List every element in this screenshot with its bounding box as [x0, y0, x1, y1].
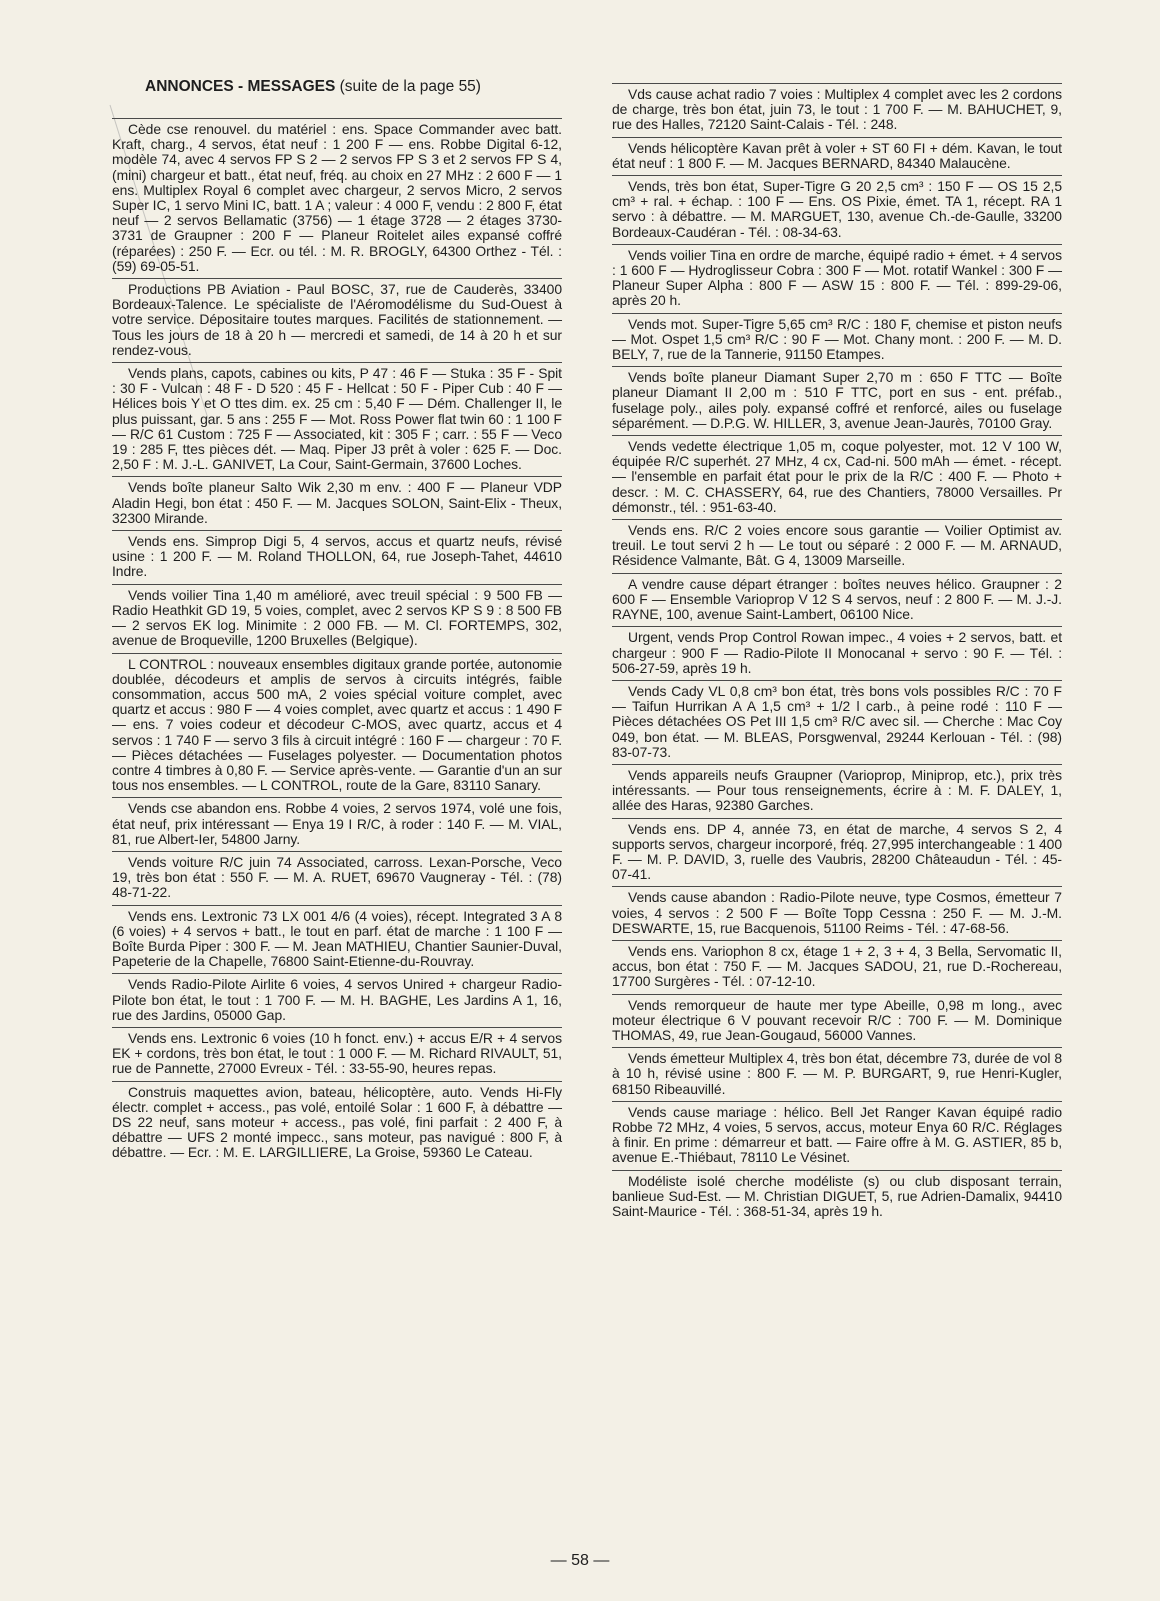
- page-header: [145, 78, 605, 96]
- ad-left-9: Vends voiture R/C juin 74 Associated, carross. Lexan-Porsche, Veco 19, très bon état : 550 F. — M. A. RUET, 69670 Vaugneray - Tél. : (78) 48-71-22.: [112, 851, 562, 905]
- header-title: ANNONCES - MESSAGES: [145, 78, 336, 95]
- ad-right-3: Vends, très bon état, Super-Tigre G 20 2,5 cm³ : 150 F — OS 15 2,5 cm³ + ral. + échap. : 100 F — Ens. OS Pixie, émet. TA 1, récept. RA 1 servo : à débattre. — M. MARGUET, 130, avenue Ch.-de-Gaulle, 33200 Bordeaux-Caudéran - Tél. : 08-34-63.: [612, 175, 1062, 244]
- ad-right-5: Vends mot. Super-Tigre 5,65 cm³ R/C : 180 F, chemise et piston neufs — Mot. Ospet 1,5 cm³ R/C : 90 F — Mot. Chany mont. : 200 F. — M. D. BELY, 7, rue de la Tannerie, 91150 Etampes.: [612, 313, 1062, 367]
- ad-left-4: Vends boîte planeur Salto Wik 2,30 m env. : 400 F — Planeur VDP Aladin Hegi, bon état : 450 F. — M. Jacques SOLON, Saint-Elix - Theux, 32300 Mirande.: [112, 476, 562, 530]
- ad-right-13: Vends ens. DP 4, année 73, en état de marche, 4 servos S 2, 4 supports servos, chargeur incorporé, fréq. 27,995 interchangeable : 1 400 F. — M. P. DAVID, 3, ruelle des Vaubris, 28200 Châteaudun - Tél. : 45-07-41.: [612, 818, 1062, 887]
- ad-right-14: Vends cause abandon : Radio-Pilote neuve, type Cosmos, émetteur 7 voies, 4 servos : 2 500 F — Boîte Topp Cessna : 250 F. — M. J.-M. DESWARTE, 15, rue Bacquenois, 51100 Reims - Tél. : 47-68-56.: [612, 886, 1062, 940]
- ad-left-8: Vends cse abandon ens. Robbe 4 voies, 2 servos 1974, volé une fois, état neuf, prix intéressant — Enya 19 I R/C, à roder : 140 F. — M. VIAL, 81, rue Albert-Ier, 54800 Jarny.: [112, 797, 562, 851]
- ad-right-16: Vends remorqueur de haute mer type Abeille, 0,98 m long., avec moteur électrique 6 V pouvant recevoir R/C : 700 F. — M. Dominique THOMAS, 49, rue Jean-Gougaud, 56000 Vannes.: [612, 994, 1062, 1048]
- ad-right-12: Vends appareils neufs Graupner (Varioprop, Miniprop, etc.), prix très intéressants. — Pour tous renseignements, écrire à : M. F. DALEY, 1, allée des Haras, 92380 Garches.: [612, 764, 1062, 818]
- page-number: — 58 —: [550, 1552, 610, 1569]
- ad-right-17: Vends émetteur Multiplex 4, très bon état, décembre 73, durée de vol 8 à 10 h, révisé usine : 800 F. — M. P. BURGART, 9, rue Henri-Kugler, 68150 Ribeauvillé.: [612, 1047, 1062, 1101]
- ad-left-1: Cède cse renouvel. du matériel : ens. Space Commander avec batt. Kraft, charg., 4 servos, état neuf : 1 200 F — ens. Robbe Digital 6-12, modèle 74, avec 4 servos FP S 2 — 2 servos FP S 3 et 2 servos FP S 4, (mini) chargeur et batt., état neuf, fréq. au choix en 27 MHz : 2 600 F — 1 ens. Multiplex Royal 6 complet avec chargeur, 2 servos Micro, 2 servos Super IC, 1 servo Mini IC, batt. 1 A ; valeur : 4 000 F, vendu : 2 800 F, état neuf — 2 servos Bellamatic (3756) — 1 étage 3728 — 2 étages 3730-3731 de Graupner : 200 F — Planeur Roitelet ailes expansé coffré (réparées) : 250 F. — Ecr. ou tél. : M. R. BROGLY, 64300 Orthez - Tél. : (59) 69-05-51.: [112, 118, 562, 278]
- ad-left-10: Vends ens. Lextronic 73 LX 001 4/6 (4 voies), récept. Integrated 3 A 8 (6 voies) + 4 servos + batt., le tout en parf. état de marche : 1 100 F — Boîte Burda Piper : 300 F. — M. Jean MATHIEU, Chantier Saunier-Duval, Papeterie de la Chapelle, 76800 Saint-Etienne-du-Rouvray.: [112, 905, 562, 974]
- ad-left-3: Vends plans, capots, cabines ou kits, P 47 : 46 F — Stuka : 35 F - Spit : 30 F - Vulcan : 48 F - D 520 : 45 F - Hellcat : 50 F - Piper Cub : 40 F — Hélices bois Y et O ttes dim. ex. 25 cm : 5,40 F — Dém. Challenger II, le plus puissant, gar. 5 ans : 255 F — Mot. Ross Power flat twin 60 : 1 100 F — R/C 61 Custom : 725 F — Associated, kit : 305 F ; carr. : 55 F — Veco 19 : 285 F, ttes pièces dét. — Maq. Piper J3 prêt à voler : 625 F. — Doc. 2,50 F : M. J.-L. GANIVET, La Cour, Saint-Germain, 37600 Loches.: [112, 362, 562, 476]
- header-continuation: (suite de la page 55): [335, 78, 481, 95]
- ad-left-6: Vends voilier Tina 1,40 m amélioré, avec treuil spécial : 9 500 FB — Radio Heathkit GD 19, 5 voies, complet, avec 2 servos KP S 9 : 8 500 FB — 2 servos EK log. Minimite : 2 000 FB. — M. Cl. FORTEMPS, 302, avenue de Broqueville, 1200 Bruxelles (Belgique).: [112, 584, 562, 653]
- ad-right-7: Vends vedette électrique 1,05 m, coque polyester, mot. 12 V 100 W, équipée R/C superhét. 27 MHz, 4 cx, Cad-ni. 500 mAh — émet. - récept. — l'ensemble en parfait état pour le prix de la R/C : 400 F. — Photo + descr. : M. C. CHASSERY, 64, rue des Chantiers, 78000 Versailles. Pr démonstr., tél. : 951-63-40.: [612, 435, 1062, 519]
- ad-right-2: Vends hélicoptère Kavan prêt à voler + ST 60 FI + dém. Kavan, le tout état neuf : 1 800 F. — M. Jacques BERNARD, 84340 Malaucène.: [612, 137, 1062, 175]
- ad-right-18: Vends cause mariage : hélico. Bell Jet Ranger Kavan équipé radio Robbe 72 MHz, 4 voies, 5 servos, accus, moteur Enya 60 R/C. Réglages à finir. En prime : démarreur et batt. — Faire offre à M. G. ASTIER, 85 b, avenue E.-Thiébaut, 78110 Le Vésinet.: [612, 1101, 1062, 1170]
- ad-right-10: Urgent, vends Prop Control Rowan impec., 4 voies + 2 servos, batt. et chargeur : 900 F — Radio-Pilote II Monocanal + servo : 90 F. — Tél. : 506-27-59, après 19 h.: [612, 626, 1062, 680]
- left-column: [112, 118, 562, 1165]
- ad-right-1: Vds cause achat radio 7 voies : Multiplex 4 complet avec les 2 cordons de charge, très bon état, juin 73, le tout : 1 700 F. — M. BAHUCHET, 9, rue des Halles, 72120 Saint-Calais - Tél. : 248.: [612, 83, 1062, 137]
- ad-left-13: Construis maquettes avion, bateau, hélicoptère, auto. Vends Hi-Fly électr. complet + access., pas volé, entoilé Solar : 1 600 F, à débattre — DS 22 neuf, sans moteur + access., pas volé, fini parfait : 2 400 F, à débattre — UFS 2 monté impecc., sans moteur, pas navigué : 800 F, à débattre. — Ecr. : M. E. LARGILLIERE, La Groise, 59360 Le Cateau.: [112, 1081, 562, 1165]
- ad-right-15: Vends ens. Variophon 8 cx, étage 1 + 2, 3 + 4, 3 Bella, Servomatic II, accus, bon état : 750 F. — M. Jacques SADOU, 21, rue D.-Rochereau, 17700 Surgères - Tél. : 07-12-10.: [612, 940, 1062, 994]
- ad-left-12: Vends ens. Lextronic 6 voies (10 h fonct. env.) + accus E/R + 4 servos EK + cordons, très bon état, le tout : 1 000 F. — M. Richard RIVAULT, 51, rue de Pannette, 27000 Evreux - Tél. : 33-55-90, heures repas.: [112, 1027, 562, 1081]
- ad-right-19: Modéliste isolé cherche modéliste (s) ou club disposant terrain, banlieue Sud-Est. — M. Christian DIGUET, 5, rue Adrien-Damalix, 94410 Saint-Maurice - Tél. : 368-51-34, après 19 h.: [612, 1170, 1062, 1224]
- ad-left-2: Productions PB Aviation - Paul BOSC, 37, rue de Cauderès, 33400 Bordeaux-Talence. Le spécialiste de l'Aéromodélisme du Sud-Ouest à votre service. Dépositaire toutes marques. Facilités de stationnement. — Tous les jours de 18 à 20 h — mercredi et samedi, de 14 à 20 h et sur rendez-vous.: [112, 278, 562, 362]
- ad-right-4: Vends voilier Tina en ordre de marche, équipé radio + émet. + 4 servos : 1 600 F — Hydroglisseur Cobra : 300 F — Mot. rotatif Wankel : 300 F — Planeur Super Alpha : 800 F — ASW 15 : 800 F. — Tél. : 899-29-06, après 20 h.: [612, 244, 1062, 313]
- ad-right-9: A vendre cause départ étranger : boîtes neuves hélico. Graupner : 2 600 F — Ensemble Varioprop V 12 S 4 servos, neuf : 2 800 F. — M. J.-J. RAYNE, 100, avenue Saint-Lambert, 06100 Nice.: [612, 573, 1062, 627]
- ad-left-11: Vends Radio-Pilote Airlite 6 voies, 4 servos Unired + chargeur Radio-Pilote bon état, le tout : 1 700 F. — M. H. BAGHE, Les Jardins A 1, 16, rue des Jardins, 05000 Gap.: [112, 973, 562, 1027]
- ad-left-5: Vends ens. Simprop Digi 5, 4 servos, accus et quartz neufs, révisé usine : 1 200 F. — M. Roland THOLLON, 64, rue Joseph-Tahet, 44610 Indre.: [112, 530, 562, 584]
- ad-right-6: Vends boîte planeur Diamant Super 2,70 m : 650 F TTC — Boîte planeur Diamant II 2,00 m : 510 F TTC, port en sus - ent. préfab., fuselage poly., ailes poly. expansé coffré et renforcé, ailes ou fuselage séparément. — D.P.G. W. HILLER, 3, avenue Jean-Jaurès, 70100 Gray.: [612, 366, 1062, 435]
- ad-left-7: L CONTROL : nouveaux ensembles digitaux grande portée, autonomie doublée, décodeurs et amplis de servos à circuits intégrés, faible consommation, accus 500 mA, 2 voies spécial voiture complet, avec quartz et accus : 980 F — 4 voies complet, avec quartz et accus : 1 490 F — ens. 7 voies codeur et décodeur C-MOS, avec quartz, accus et 4 servos : 1 740 F — servo 3 fils à circuit intégré : 160 F — chargeur : 70 F. — Pièces détachées — Fuselages polyester. — Documentation photos contre 4 timbres à 0,80 F. — Service après-vente. — Garantie d'un an sur tous nos ensembles. — L CONTROL, route de la Gare, 83110 Sanary.: [112, 653, 562, 798]
- ad-right-8: Vends ens. R/C 2 voies encore sous garantie — Voilier Optimist av. treuil. Le tout servi 2 h — Le tout ou séparé : 2 000 F. — M. ARNAUD, Résidence Valmante, Bât. G 4, 13009 Marseille.: [612, 519, 1062, 573]
- right-column: [612, 83, 1062, 1223]
- ad-right-11: Vends Cady VL 0,8 cm³ bon état, très bons vols possibles R/C : 70 F — Taifun Hurrikan A A 1,5 cm³ + 1/2 l carb., à peine rodé : 110 F — Pièces détachées OS Pet III 1,5 cm³ R/C avec sil. — Cherche : Mac Coy 049, bon état. — M. BLEAS, Porsgwenval, 29244 Kerlouan - Tél. : (98) 83-07-73.: [612, 680, 1062, 764]
